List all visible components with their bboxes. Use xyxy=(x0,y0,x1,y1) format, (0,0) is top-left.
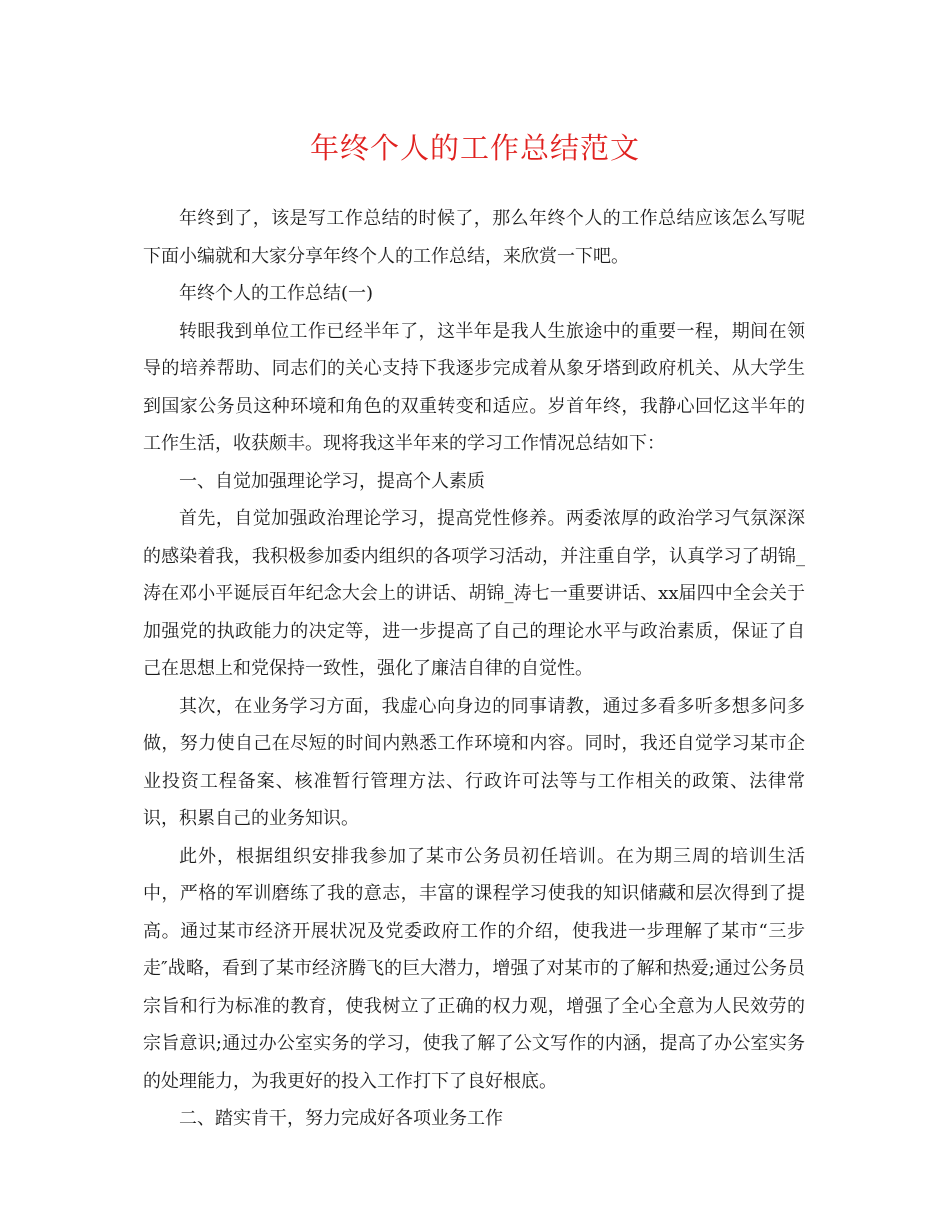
page-title: 年终个人的工作总结范文 xyxy=(309,131,640,165)
heading-1: 一、自觉加强理论学习，提高个人素质 xyxy=(179,470,485,492)
paragraph-4: 此外，根据组织安排我参加了某市公务员初任培训。在为期三周的培训生活中，严格的军训磨练了我的意志，丰富的课程学习使我的知识储藏和层次得到了提高。通过某市经济开展状况及党委政府工作的介绍，使我进一步理解了某市“三步走″战略，看到了某市经济腾飞的巨大潜力，增强了对某市的了解和热爱;通过公务员宗旨和行为标准的教育，使我树立了正确的权力观，增强了全心全意为人民效劳的宗旨意识;通过办公室实务的学习，使我了解了公文写作的内涵，提高了办公室实务的处理能力，为我更好的投入工作打下了良好根底。 xyxy=(143,845,805,1092)
paragraph-2: 首先，自觉加强政治理论学习，提高党性修养。两委浓厚的政治学习气氛深深的感染着我，我积极参加委内组织的各项学习活动，并注重自学，认真学习了胡锦_涛在邓小平诞辰百年纪念大会上的讲话、胡锦_涛七一重要讲话、xx届四中全会关于加强党的执政能力的决定等，进一步提高了自己的理论水平与政治素质，保证了自己在思想上和党保持一致性，强化了廉洁自律的自觉性。 xyxy=(143,508,805,679)
paragraph-3: 其次，在业务学习方面，我虚心向身边的同事请教，通过多看多听多想多问多做，努力使自己在尽短的时间内熟悉工作环境和内容。同时，我还自觉学习某市企业投资工程备案、核准暂行管理方法、行政许可法等与工作相关的政策、法律常识，积累自己的业务知识。 xyxy=(143,695,805,829)
document-body xyxy=(143,200,805,1138)
heading-2: 二、踏实肯干，努力完成好各项业务工作 xyxy=(179,1108,503,1129)
paragraph-1: 转眼我到单位工作已经半年了，这半年是我人生旅途中的重要一程，期间在领导的培养帮助、同志们的关心支持下我逐步完成着从象牙塔到政府机关、从大学生到国家公务员这种环境和角色的双重转变和适应。岁首年终，我静心回忆这半年的工作生活，收获颇丰。现将我这半年来的学习工作情况总结如下： xyxy=(143,320,805,454)
section-title: 年终个人的工作总结(一) xyxy=(179,283,374,304)
intro-paragraph: 年终到了，该是写工作总结的时候了，那么年终个人的工作总结应该怎么写呢下面小编就和大家分享年终个人的工作总结，来欣赏一下吧。 xyxy=(143,208,805,267)
